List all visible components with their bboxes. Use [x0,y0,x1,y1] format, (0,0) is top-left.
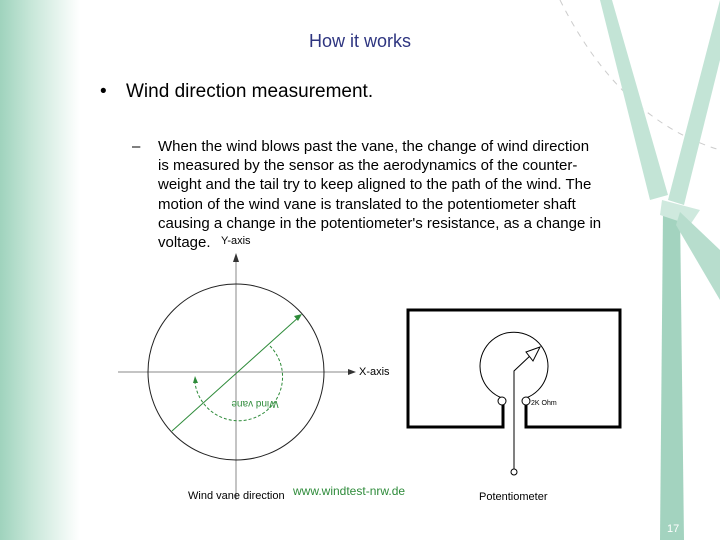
terminal-right [522,397,530,405]
terminal-left [498,397,506,405]
bullet-item: • Wind direction measurement. [100,81,374,102]
wiper-arrow [526,347,540,361]
sub-bullet: – When the wind blows past the vane, the change of wind direction is measured by the sensor as the aerodynamics of the counter-weight and the tail try to keep aligned to the path of the wind. The motion of the wind vane is translated to the potentiometer shaft causing a change in the potentiometer's resistance, as a change in voltage. [132,138,602,252]
y-axis-label: Y-axis [221,235,251,247]
page-number: 17 [667,523,680,535]
vane-label: Wind vane [231,398,279,409]
resistance-label: 2K Ohm [531,400,557,407]
bullet-text: Wind direction measurement. [126,81,374,102]
wiper-terminal [511,469,517,475]
x-axis-label: X-axis [359,366,390,378]
wiper-line [514,354,532,470]
potentiometer-caption: Potentiometer [479,491,548,503]
source-url[interactable]: www.windtest-nrw.de [293,484,406,498]
wind-vane-caption: Wind vane direction [188,490,285,502]
slide-title: How it works [308,31,411,51]
sub-bullet-text: When the wind blows past the vane, the change of wind direction is measured by the sensor as the aerodynamics of the counter-weight and the tail try to keep aligned to the path of the wind. The motion of the wind vane is translated to the potentiometer shaft causing a change in the potentiometer's resistance, as a change in voltage. [158,138,602,252]
